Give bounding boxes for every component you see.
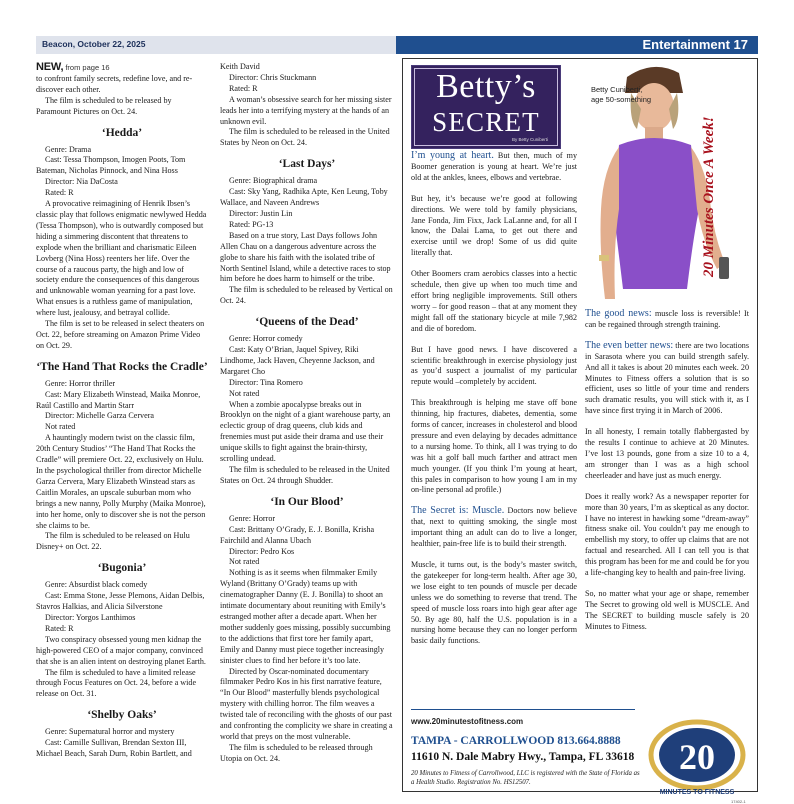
ad-paragraph [411,151,577,184]
ad-text: But hey, it’s because we’re good at following directions. We were told by family physicians, Jane Fonda, Jim Fixx, Jack LaLanne and, for all I know, the Dalai Lama, to get out there and exercise until we drop! Some of us did quite literally that. [411,193,577,258]
ad-left-column [411,151,577,657]
bettys-secret-logo [411,65,561,149]
movie-title-cradle: ‘The Hand That Rocks the Cradle’ [36,360,208,373]
shirt-shape [613,138,699,289]
movie-description: A woman’s obsessive search for her missing sister leads her into a terrifying mystery at the hands of an unknown evil. [220,94,392,126]
article-column-1 [36,62,208,760]
header-date-bar [36,36,396,54]
movie-genre: Genre: Horror [229,513,276,523]
ad-text: Doctors now believe that, next to quitting smoking, the single most important thing an adult can do to live a longer, healthier, pain-free life is to build their strength. [411,506,577,549]
movie-cast-continued: Keith David [220,62,260,71]
movie-cast: Cast: Mary Elizabeth Winstead, Maika Monroe, Raúl Castillo and Martin Starr [36,389,201,410]
movie-title-shelby-oaks: ‘Shelby Oaks’ [87,709,157,722]
movie-rating: Rated: R [45,188,74,198]
movie-cast: Cast: Emma Stone, Jesse Plemons, Aidan Delbis, Stavros Halkias, and Alicia Silverstone [36,591,205,612]
ad-text: Muscle, it turns out, is the body’s master switch, the gatekeeper for long-term health. After age 30, we lose eight to ten pounds of muscle per decade unless we do something to reverse that trend. The speed of muscle loss roars into high gear after age 50. By age 80, half the U.S. population is in a nursing home because they can no longer perform basic daily functions. [411,560,577,646]
location-phone[interactable]: TAMPA - CARROLLWOOD 813.664.8888 [411,735,621,747]
intro-release: The film is scheduled to be released by Paramount Pictures on Oct. 24. [36,95,172,116]
caption-name: Betty Cuniberti, [591,85,643,94]
movie-cast: Cast: Camille Sullivan, Brendan Sexton III, Michael Beach, Sarah Durn, Robin Bartlett, and [36,738,192,759]
intro-text: to confront family secrets, redefine love, and re-discover each other. [36,73,193,94]
movie-cast: Cast: Sky Yang, Radhika Apte, Ken Leung, Toby Wallace, and Naveen Andrews [220,187,388,208]
watch-shape [599,255,609,261]
caption-age: age 50-something [591,94,652,104]
movie-release: The film is scheduled to be released by Vertical on Oct. 24. [220,285,393,306]
movie-director: Director: Tina Romero [229,377,303,387]
ad-paragraph [585,341,749,417]
vertical-tagline: 20 Minutes Once A Week! [701,116,717,277]
continued-from-link[interactable]: from page 16 [65,63,110,72]
movie-release: The film is set to be released in select theaters on Oct. 22, before streaming on Amazon Prime Video on Oct. 29. [36,319,205,350]
movie-title-in-our-blood: ‘In Our Blood’ [270,495,344,508]
photo-caption [591,85,651,104]
movie-genre: Genre: Supernatural horror and mystery [45,727,175,737]
ad-paragraph [411,560,577,647]
section-title: Entertainment 17 [642,37,748,52]
movie-description-2: Directed by Oscar-nominated documentary filmmaker Pedro Kos in his first narrative feature, “In Our Blood” masterfully blends psychological mystery with chilling horror. The film weaves a twisted tale of reconciling with the ghosts of our past and confronting the complicity we share in creating a world that preys on the most vulnerable. [220,666,393,741]
ad-text: In all honesty, I remain totally flabbergasted by the results I continue to achieve at 20 Minutes. I’ve lost 13 pounds, gone from a size 10 to a 4, am stronger than I was as a high school cheerleader and have just as much energy. [585,427,749,480]
ad-highlight: The Secret is: Muscle. [411,505,505,517]
ad-paragraph [585,589,749,633]
movie-description: Two conspiracy obsessed young men kidnap the high-powered CEO of a major company, convinced that she is an alien intent on destroying planet Earth. [36,634,206,666]
registration-disclaimer: 20 Minutes to Fitness of Carrollwood, LLC is registered with the State of Florida as a Health Studio. Registration No. HS12507. [411,770,640,786]
left-arm-shape [601,147,620,299]
ad-paragraph [585,492,749,579]
movie-rating: Not rated [229,388,260,398]
ad-highlight: The good news: [585,308,652,319]
movie-cast: Cast: Katy O’Brian, Jaquel Spivey, Riki Lindhome, Jack Haven, Cheyenne Jackson, and Margaret Cho [220,345,375,376]
movie-director: Director: Pedro Kos [229,546,295,556]
ad-text: But I have good news. I have discovered a scientific breakthrough in exercise physiology just as you’d suspect a journalist of my particular repute would –completely by accident. [411,344,577,387]
ad-paragraph [411,345,577,389]
movie-description: Based on a true story, Last Days follows John Allen Chau on a dangerous adventure across the globe to share his faith with the isolated tribe of North Sentinel Island, while a detective races to stop him before he does harm to himself or the tribe. [220,230,391,284]
betty-secret-advertisement [402,58,758,804]
brand-name: MINUTES TO FITNESS [659,789,735,796]
movie-genre: Genre: Biographical drama [229,176,318,186]
footer-divider [411,709,635,710]
ad-paragraph [585,309,749,331]
movie-description: Nothing is as it seems when filmmaker Emily Wyland (Brittany O’Grady) teams up with cinematographer Danny (E. J. Bonilla) to shoot an intimate documentary about reuniting with Emily’s estranged mother after a decade apart. When her mother suddenly goes missing, possibly succumbing to the addictions that first tore her family apart, Emily and Danny must piece together increasingly sinister clues to find her before it’s too late. [220,568,391,665]
movie-genre: Genre: Absurdist black comedy [45,580,148,590]
issue-date: Beacon, October 22, 2025 [42,39,146,49]
website-link[interactable]: www.20minutestofitness.com [411,717,524,726]
logo-title-line2: SECRET [432,107,540,137]
movie-director: Director: Justin Lin [229,208,293,218]
logo-byline: By Betty Cuniberti [511,137,548,142]
ad-paragraph [411,269,577,334]
ad-text: This breakthrough is helping me stave off bone thinning, hip fractures, diabetes, dementia, some forms of cancer, increases in cholesterol and blood pressure and even delaying by decades admittance to a nursing home. To think, all I was trying to do was hit a golf ball much farther and attract men much younger. (If you think I’m young at heart, this pales in comparison to how young I am in my on-line personal ad profile.) [411,398,577,495]
movie-rating: Rated: PG-13 [229,219,274,229]
movie-genre: Genre: Horror thriller [45,378,116,388]
movie-director: Director: Nia DaCosta [45,177,118,187]
ad-code: 17402-1 [731,799,746,804]
weight-left [719,257,729,279]
header-section-bar [396,36,758,54]
movie-rating: Rated: R [229,83,258,93]
movie-title-queens: ‘Queens of the Dead’ [255,316,359,329]
movie-genre: Genre: Drama [45,144,92,154]
ad-text: But then, much of my Boomer generation is young at heart. We’re just old at the ankles, knees, elbows and vertebrae. [411,151,578,182]
ad-highlight: The even better news: [585,339,674,351]
movie-cast: Cast: Brittany O’Grady, E. J. Bonilla, Krisha Fairchild and Alanna Ubach [220,524,375,545]
movie-release: The film is scheduled to be released in the United States on Oct. 24 through Shudder. [220,465,390,485]
movie-title-hedda: ‘Hedda’ [101,126,143,139]
movie-release: The film is scheduled to be released in the United States by Neon on Oct. 24. [220,127,390,148]
ad-right-column [585,309,749,643]
movie-cast: Cast: Tessa Thompson, Imogen Poots, Tom Bateman, Nicholas Pinnock, and Nina Hoss [36,155,186,176]
brand-number: 20 [679,737,715,777]
twenty-minutes-logo-icon [647,719,747,791]
ad-paragraph [411,398,577,496]
ad-paragraph [411,506,577,550]
movie-director: Director: Michelle Garza Cervera [45,411,154,421]
movie-title-last-days: ‘Last Days’ [278,158,336,171]
street-address: 11610 N. Dale Mabry Hwy., Tampa, FL 33618 [411,751,635,763]
movie-description: When a zombie apocalypse breaks out in Brooklyn on the night of a giant warehouse party, an eclectic group of drag queens, club kids and frenemies must put aside their drama and use their unique skills to fight against the brain-thirsty, scrolling undead. [220,399,391,464]
ad-text: So, no matter what your age or shape, remember The Secret to growing old well is MUSCLE. And The SECRET to building muscle safely is 20 Minutes to Fitness. [585,588,749,631]
ad-highlight: I’m young at heart. [411,150,494,161]
ad-text: Does it really work? As a newspaper reporter for more than 30 years, I’m as skeptical as any doctor. I have no interest in hawking some “dream-away” fitness snake oil. You couldn’t pay me enough to embellish my story, to offer up claims that are not factual and researched. All I can tell you is that this program has been for me and could be for you a life-changing key to health and pain-free living. [585,491,749,578]
ad-text: Other Boomers cram aerobics classes into a hectic schedule, then give up when too much time and effort bring negligible improvements. Still others worry – for good reason – that at any moment they might fall off the stationary bicycle at mile 7,982 and die of boredom. [411,269,577,333]
ad-paragraph [585,427,749,482]
movie-rating: Rated: R [45,623,74,633]
logo-title-line1: Betty’s [436,68,536,105]
ad-paragraph [411,194,577,259]
movie-director: Director: Yorgos Lanthimos [45,612,136,622]
movie-release: The film is scheduled to have a limited release through Focus Features on Oct. 24, before a wide release on Oct. 31. [36,667,197,699]
movie-release: The film is scheduled to be released through Utopia on Oct. 24. [220,742,373,763]
movie-rating: Not rated [229,557,260,567]
movie-genre: Genre: Horror comedy [229,334,303,344]
page-header [36,36,758,54]
movie-title-bugonia: ‘Bugonia’ [97,562,147,575]
movie-description: A provocative reimagining of Henrik Ibsen’s classic play that follows enigmatic newlywed Hedda (Tessa Thompson), who is outwardly composed but hiding a simmering discontent that threatens to explode when the brilliant and charismatic Eileen Lovberg (Nina Hoss) reenters her life. Over the course of a raucous party, the high and low of society endure the consequences of this dangerous and unknowable woman yearning for a past love. What ensues is a ruthless game of manipulation, where lust, jealousy, and betrayal collide. [36,199,207,318]
movie-description: A hauntingly modern twist on the classic film, 20th Century Studios’ “The Hand That Rocks the Cradle” will premiere Oct. 22, exclusively on Hulu. In the psychological thriller from director Michelle Garza Cervera, Mary Elizabeth Winstead stars as Caitlin Morales, an upscale suburban mom who brings a new nanny, Polly Murphy (Maika Monroe), into her home, only to discover she is not the person she claims to be. [36,433,206,530]
article-column-2 [220,62,394,765]
continuation-line [36,62,208,74]
movie-release: The film is scheduled to be released on Hulu Disney+ on Oct. 22. [36,531,190,552]
movie-director: Director: Chris Stuckmann [229,72,317,82]
continued-keyword: NEW, [36,61,64,73]
movie-rating: Not rated [45,422,76,432]
ad-text: there are two locations in Sarasota where you can build strength safely. And all it takes is about 20 minutes each week. 20 Minutes to Fitness offers a solution that is so efficient, uses so little of your time and renders such dramatic results, you will stick with it, as I have since first trying it in March of 2006. [585,340,749,416]
ad-text: muscle loss is reversible! It can be regained through strength training. [585,309,749,329]
